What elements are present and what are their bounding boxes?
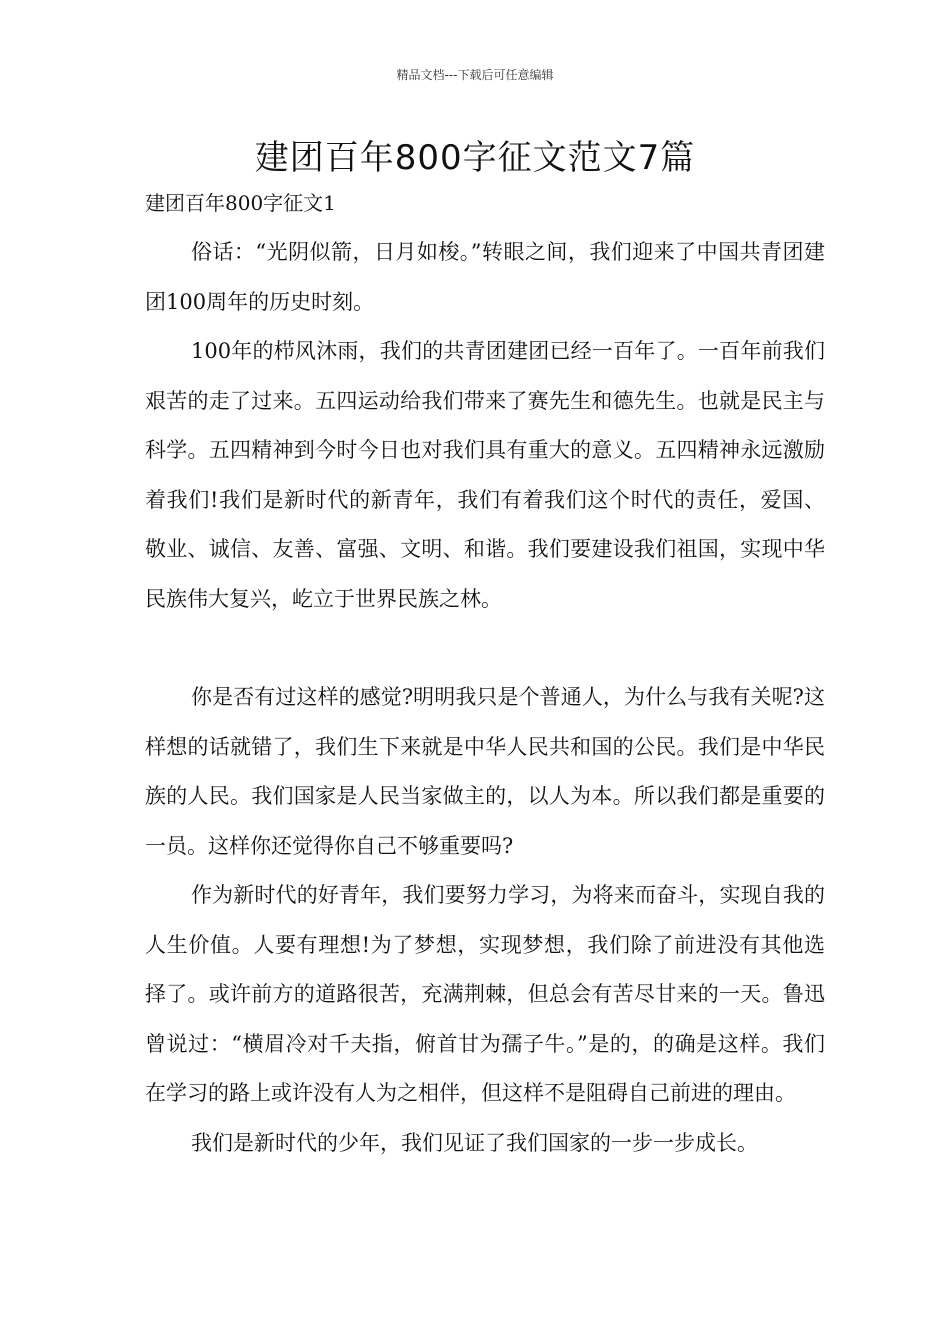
paragraph-4: 作为新时代的好青年，我们要努力学习，为将来而奋斗，实现自我的人生价值。人要有理想!为了梦想，实现梦想，我们除了前进没有其他选择了。或许前方的道路很苦，充满荆棘，但总会有苦尽甘来的一天。鲁迅曾说过：“横眉冷对千夫指，俯首甘为孺子牛。”是的，的确是这样。我们在学习的路上或许没有人为之相伴，但这样不是阻碍自己前进的理由。 — [145, 883, 825, 1105]
paragraph-2: 100年的栉风沐雨，我们的共青团建团已经一百年了。一百年前我们艰苦的走了过来。五四运动给我们带来了赛先生和德先生。也就是民主与科学。五四精神到今时今日也对我们具有重大的意义。五四精神永远激励着我们!我们是新时代的新青年，我们有着我们这个时代的责任，爱国、敬业、诚信、友善、富强、文明、和谐。我们要建设我们祖国，实现中华民族伟大复兴，屹立于世界民族之林。 — [145, 339, 825, 611]
paragraph-1: 俗话：“光阴似箭，日月如梭。”转眼之间，我们迎来了中国共青团建团100周年的历史时刻。 — [145, 240, 825, 314]
section-heading: 建团百年800字征文1 — [145, 191, 336, 215]
page-header-watermark: 精品文档---下载后可任意编辑 — [396, 68, 554, 82]
paragraph-5: 我们是新时代的少年，我们见证了我们国家的一步一步成长。 — [191, 1130, 758, 1155]
paragraph-spacer — [145, 624, 825, 673]
document-title: 建团百年800字征文范文7篇 — [254, 138, 696, 178]
document-body — [145, 228, 825, 1168]
paragraph-3: 你是否有过这样的感觉?明明我只是个普通人，为什么与我有关呢?这样想的话就错了，我们生下来就是中华人民共和国的公民。我们是中华民族的人民。我们国家是人民当家做主的，以人为本。所以我们都是重要的一员。这样你还觉得你自己不够重要吗? — [145, 685, 825, 858]
